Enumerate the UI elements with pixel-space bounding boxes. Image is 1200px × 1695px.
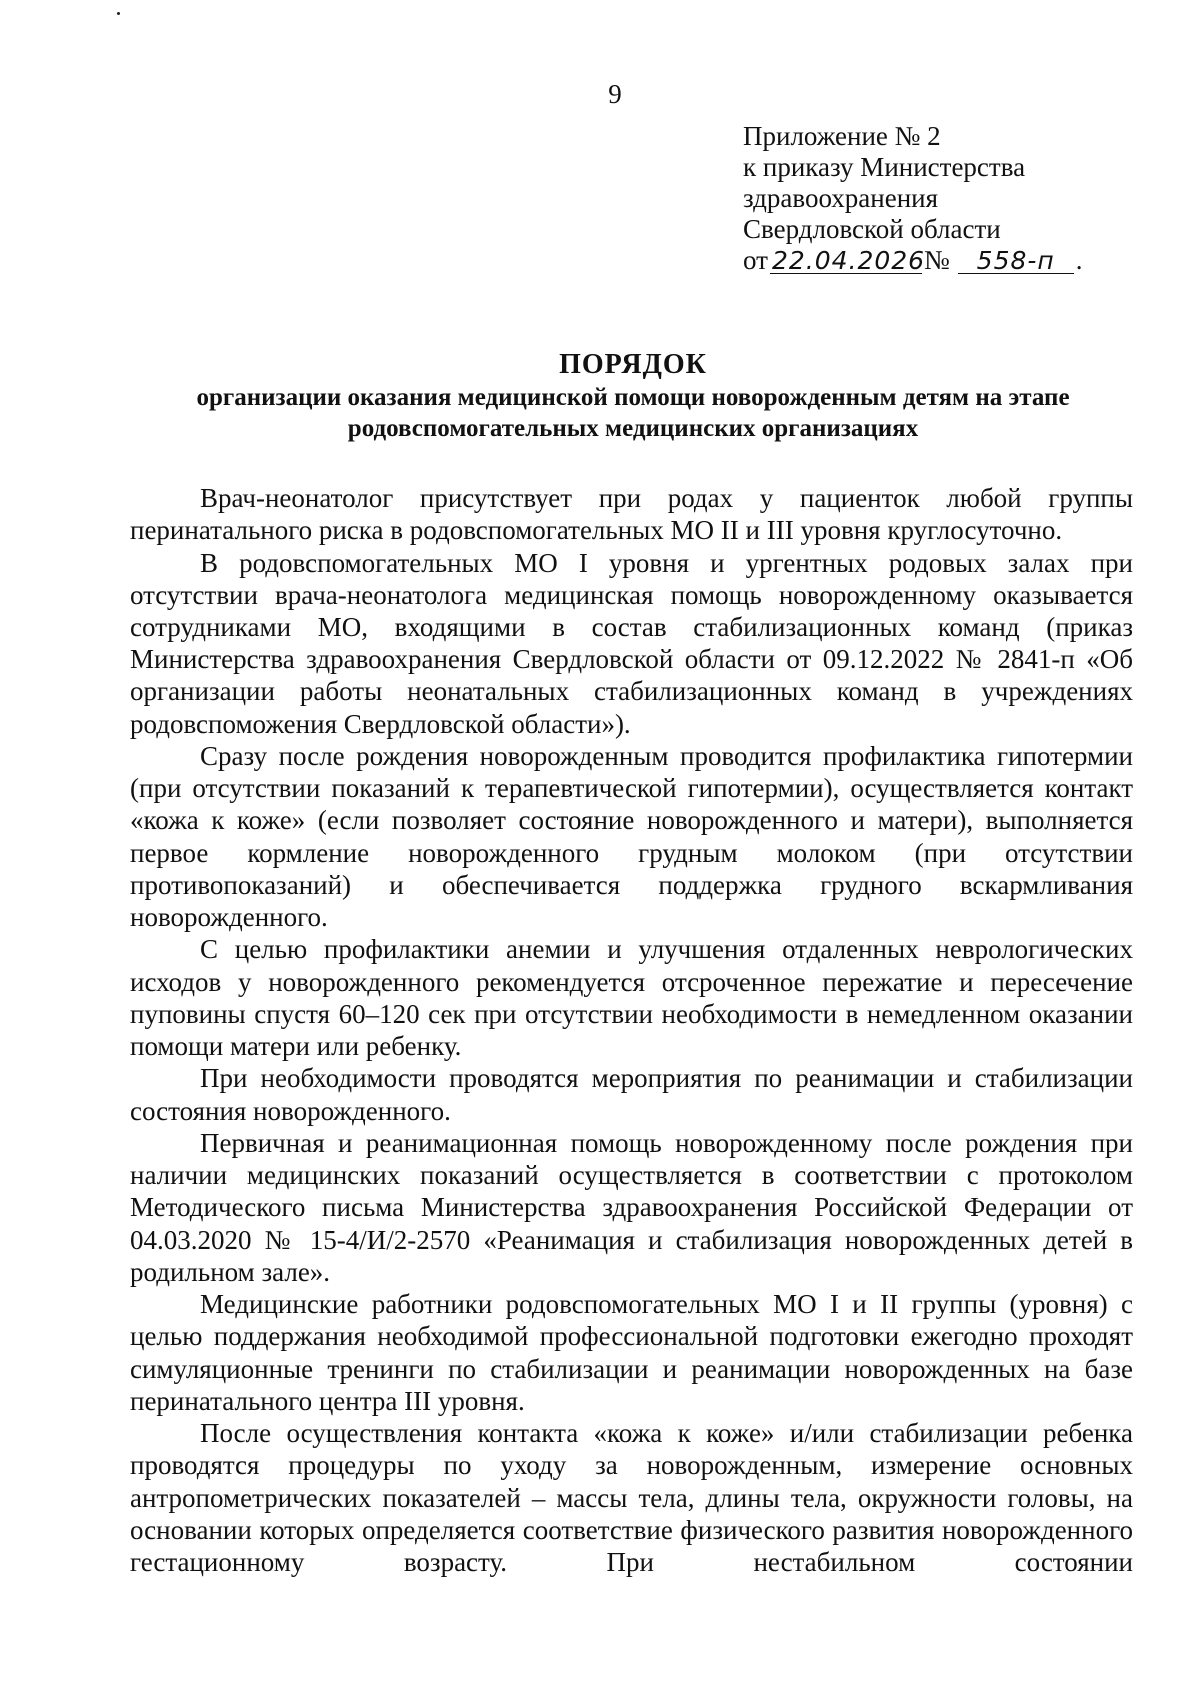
- scan-speck: [117, 12, 120, 15]
- appendix-line-2: к приказу Министерства: [743, 152, 1026, 182]
- paragraph: В родовспомогательных МО I уровня и ургентных родовых залах при отсутствии врача-неонатолога медицинская помощь новорожденному оказывается сотрудниками МО, входящими в состав стабилизационных команд (приказ Министерства здравоохранения Свердловской области от 09.12.2022 № 2841-п «Об организации работы неонатальных стабилизационных команд в учреждениях родовспоможения Свердловской области»).: [130, 547, 1133, 739]
- paragraph: С целью профилактики анемии и улучшения отдаленных неврологических исходов у новорожденного рекомендуется отсроченное пережатие и пересечение пуповины спустя 60–120 сек при отсутствии необходимости в немедленном оказании помощи матери или ребенку.: [130, 934, 1133, 1062]
- document-title: [128, 348, 1138, 444]
- handwritten-number: 558-п: [958, 249, 1074, 274]
- page-number: 9: [608, 79, 622, 109]
- handwritten-date: 22.04.2026: [771, 246, 926, 275]
- appendix-line-5: [743, 245, 1163, 276]
- paragraph: Первичная и реанимационная помощь новорожденному после рождения при наличии медицинских показаний осуществляется в соответствии с протоколом Методического письма Министерства здравоохранения Российской Федерации от 04.03.2020 № 15-4/И/2-2570 «Реанимация и стабилизация новорожденных детей в родильном зале».: [130, 1128, 1133, 1287]
- appendix-line-4: Свердловской области: [743, 214, 1001, 244]
- paragraph: При необходимости проводятся мероприятия по реанимации и стабилизации состояния новорожденного.: [130, 1063, 1133, 1126]
- from-label: от: [743, 245, 768, 275]
- paragraph: После осуществления контакта «кожа к коже» и/или стабилизации ребенка проводятся процедуры по уходу за новорожденным, измерение основных антропометрических показателей – массы тела, длины тела, окружности головы, на основании которых определяется соответствие физического развития новорожденного гестационному возрасту. При нестабильном состоянии: [130, 1418, 1133, 1578]
- paragraph: Сразу после рождения новорожденным проводится профилактика гипотермии (при отсутствии показаний к терапевтической гипотермии), осуществляется контакт «кожа к коже» (если позволяет состояние новорожденного и матери), выполняется первое кормление новорожденного грудным молоком (при отсутствии противопоказаний) и обеспечивается поддержка грудного вскармливания новорожденного.: [130, 741, 1133, 933]
- trailing-dot: .: [1075, 245, 1083, 275]
- appendix-line-1: Приложение № 2: [743, 121, 941, 151]
- document-body: [130, 482, 1133, 1578]
- paragraph: Медицинские работники родовспомогательных МО I и II группы (уровня) с целью поддержания необходимой профессиональной подготовки ежегодно проходят симуляционные тренинги по стабилизации и реанимации новорожденных на базе перинатального центра III уровня.: [130, 1289, 1133, 1416]
- appendix-header: [743, 121, 1163, 276]
- paragraph: Врач-неонатолог присутствует при родах у пациенток любой группы перинатального риска в родовспомогательных МО II и III уровня круглосуточно.: [130, 483, 1133, 546]
- title-subtitle-line-1: организации оказания медицинской помощи новорожденным детям на этапе: [196, 384, 1070, 411]
- number-label: №: [923, 245, 950, 275]
- appendix-line-3: здравоохранения: [743, 183, 939, 213]
- title-main: ПОРЯДОК: [559, 349, 707, 380]
- title-subtitle-line-2: родовспомогательных медицинских организациях: [347, 415, 919, 442]
